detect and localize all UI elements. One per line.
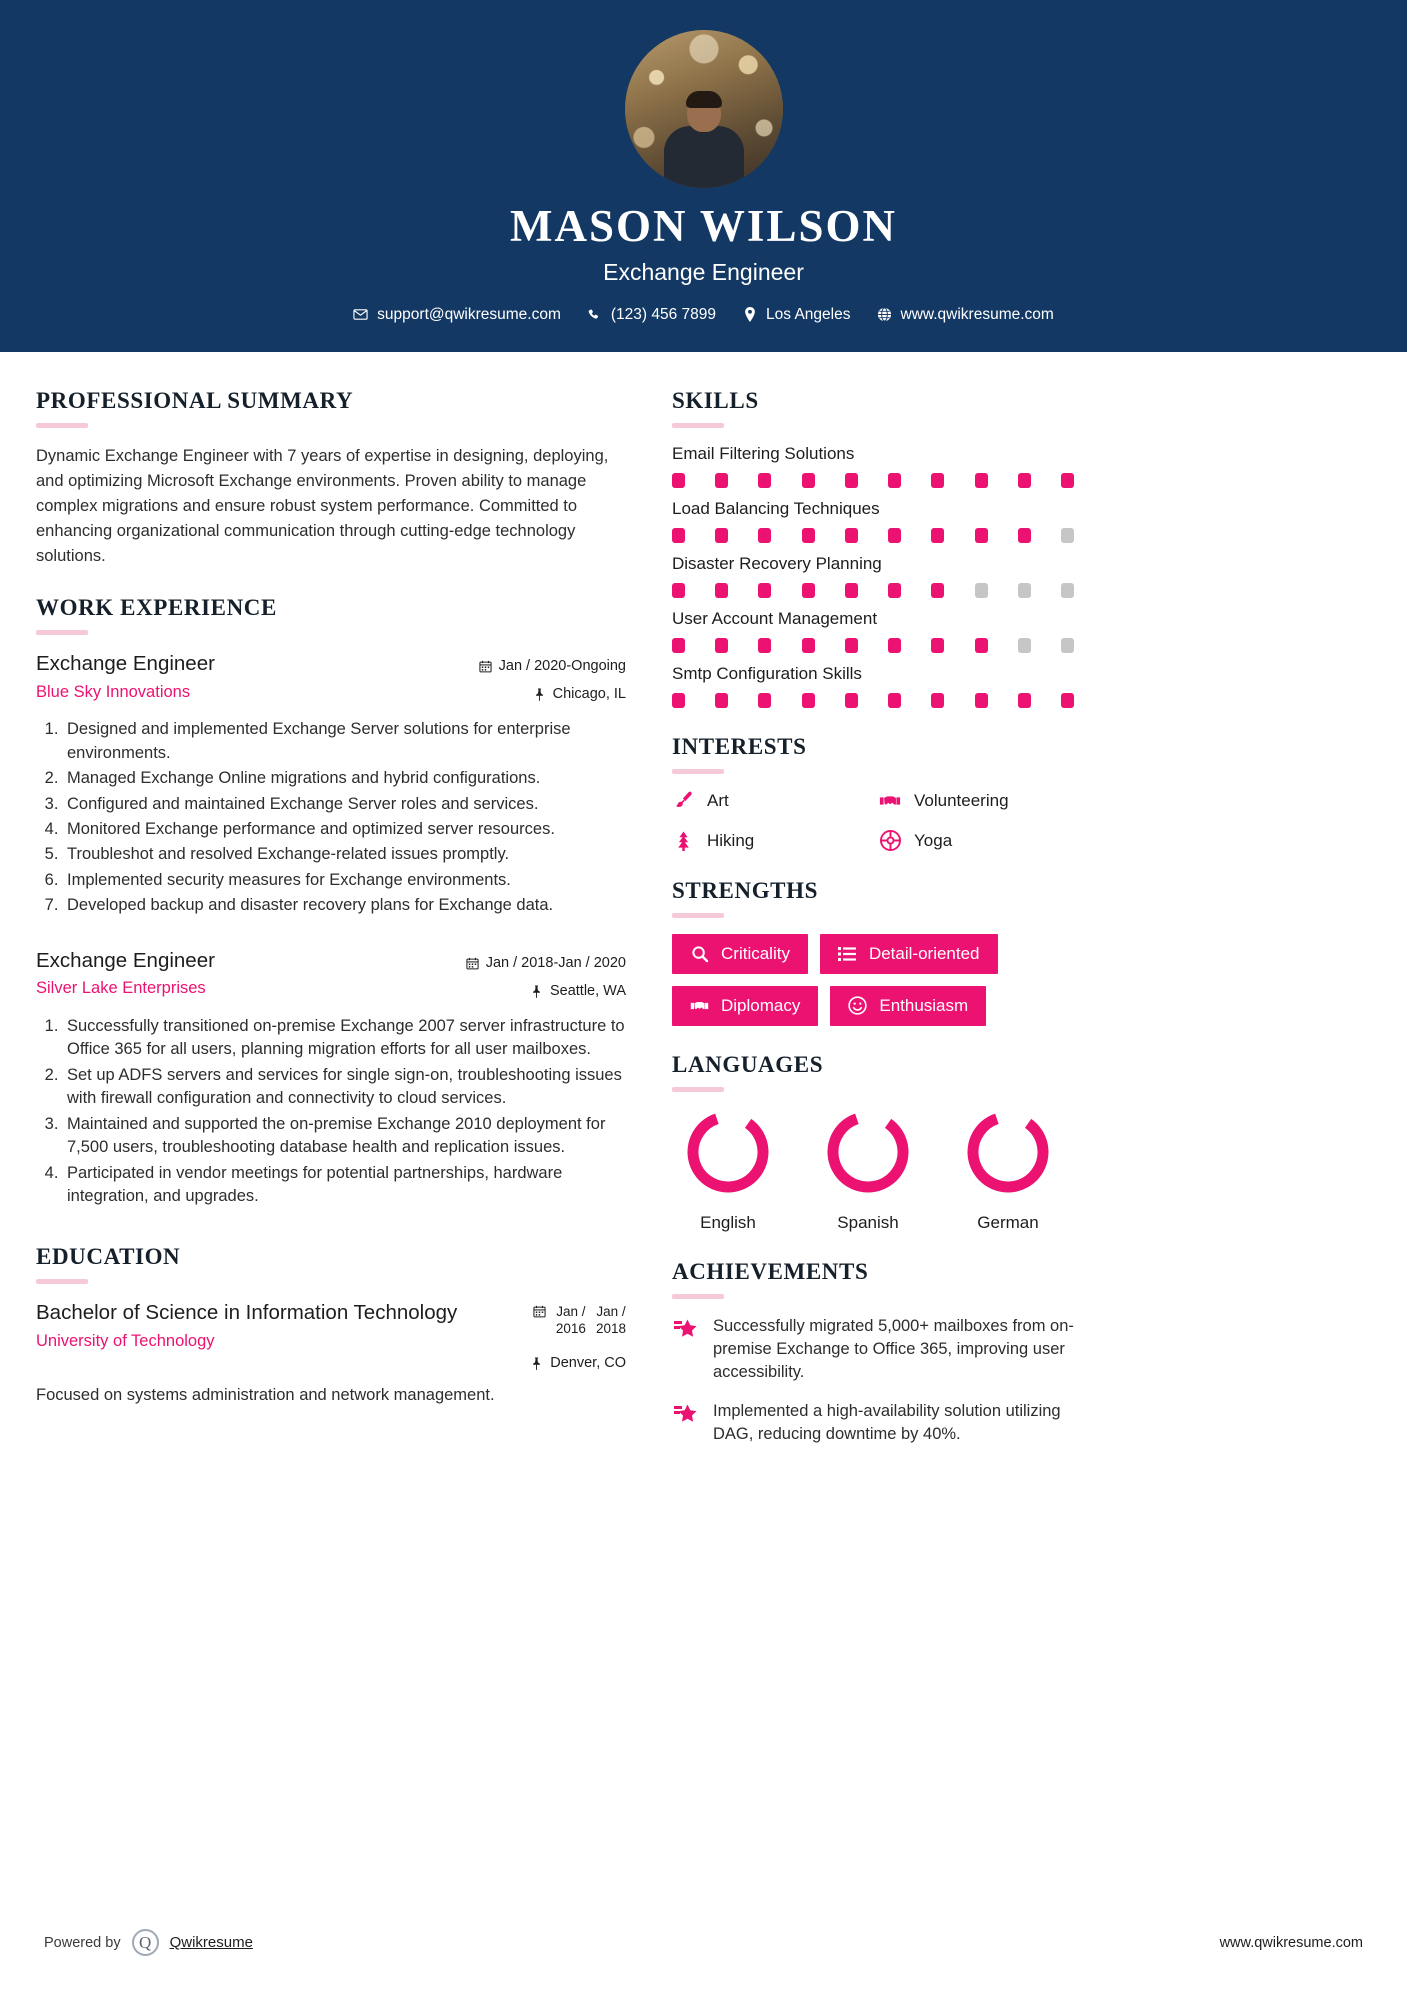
skill-dot-filled — [672, 583, 685, 598]
skill-dot-filled — [715, 693, 728, 708]
education-end-month: Jan / — [596, 1304, 626, 1320]
resume-header — [0, 0, 1407, 352]
skills-list — [672, 444, 1076, 708]
job-dates-text: Jan / 2020-Ongoing — [498, 657, 626, 674]
skill-name: Email Filtering Solutions — [672, 443, 855, 463]
summary-rule — [36, 423, 88, 428]
job-dates-text: Jan / 2018-Jan / 2020 — [485, 954, 626, 971]
skill-name: Disaster Recovery Planning — [672, 553, 882, 573]
experience-entry-main — [36, 651, 479, 702]
skill-dot-empty — [1018, 638, 1031, 653]
strengths-section — [672, 878, 1076, 1026]
achievement-text: Implemented a high-availability solution utilizing DAG, reducing downtime by 40%. — [713, 1401, 1061, 1444]
education-location-text: Denver, CO — [550, 1355, 626, 1372]
languages-heading: LANGUAGES — [672, 1051, 824, 1077]
job-location-text: Seattle, WA — [549, 982, 626, 999]
job-bullet: 3. Configured and maintained Exchange Server roles and services. — [63, 793, 626, 816]
skill-item — [672, 664, 1076, 708]
calendar-icon — [466, 956, 479, 970]
strength-chip-detail-oriented[interactable] — [820, 934, 998, 974]
language-progress-ring — [824, 1108, 912, 1196]
skill-dot-filled — [975, 693, 988, 708]
interest-item — [879, 830, 1076, 852]
skill-rating — [672, 528, 1074, 543]
candidate-job-title: Exchange Engineer — [603, 258, 804, 285]
footer-website[interactable]: www.qwikresume.com — [1219, 1934, 1363, 1951]
skill-dot-filled — [802, 638, 815, 653]
qwikresume-brand-link[interactable]: Qwikresume — [169, 1934, 253, 1951]
contact-location[interactable] — [742, 306, 850, 324]
contact-email[interactable] — [353, 306, 561, 324]
skill-dot-filled — [1018, 528, 1031, 543]
skill-dot-filled — [715, 528, 728, 543]
job-role: Exchange Engineer — [36, 948, 215, 972]
education-end-year: 2018 — [595, 1321, 626, 1337]
pin-icon — [533, 688, 546, 702]
interest-item — [879, 790, 1076, 812]
powered-by-label: Powered by — [44, 1934, 121, 1951]
education-location — [530, 1352, 626, 1375]
contact-email-text: support@qwikresume.com — [377, 305, 561, 323]
handshake-icon — [690, 996, 709, 1015]
skill-item — [672, 554, 1076, 598]
skill-dot-filled — [802, 693, 815, 708]
skill-dot-filled — [931, 583, 944, 598]
contact-website-text: www.qwikresume.com — [900, 305, 1054, 323]
skill-dot-filled — [888, 693, 901, 708]
qwikresume-logo-icon: Q — [132, 1929, 159, 1956]
location-pin-icon — [742, 307, 757, 322]
education-entry-header — [36, 1300, 626, 1375]
skill-dot-filled — [715, 473, 728, 488]
avatar-person — [662, 92, 746, 188]
strength-chip-diplomacy[interactable] — [672, 986, 818, 1026]
skill-dot-filled — [715, 583, 728, 598]
languages-rule — [672, 1087, 724, 1092]
education-entry-meta — [530, 1300, 626, 1375]
paintbrush-icon — [672, 790, 694, 812]
skill-dot-filled — [931, 693, 944, 708]
job-company: Blue Sky Innovations — [36, 682, 191, 701]
skill-item — [672, 444, 1076, 488]
list-icon — [838, 944, 857, 963]
skill-dot-empty — [1061, 583, 1074, 598]
skill-dot-empty — [1018, 583, 1031, 598]
strengths-list — [672, 934, 1076, 1026]
handshake-icon — [879, 790, 901, 812]
job-bullet: 6. Implemented security measures for Exchange environments. — [63, 869, 626, 892]
avatar-hair — [686, 91, 722, 108]
footer — [0, 1929, 1407, 1956]
skill-dot-filled — [758, 473, 771, 488]
job-dates — [479, 655, 626, 678]
education-section — [36, 1244, 626, 1408]
languages-section — [672, 1052, 1076, 1233]
experience-heading: WORK EXPERIENCE — [36, 594, 277, 620]
contact-phone[interactable] — [587, 306, 716, 324]
skills-heading: SKILLS — [672, 387, 759, 413]
contact-row — [0, 306, 1407, 324]
interests-rule — [672, 769, 724, 774]
achievements-heading: ACHIEVEMENTS — [672, 1258, 869, 1284]
skill-rating — [672, 638, 1074, 653]
job-bullet: 3. Maintained and supported the on-premise Exchange 2010 deployment for 7,500 users, troubleshooting database health and replication issues. — [63, 1113, 626, 1160]
experience-section — [36, 595, 626, 1209]
experience-entry-main — [36, 948, 466, 999]
job-location-text: Chicago, IL — [552, 686, 626, 703]
skill-dot-filled — [1018, 693, 1031, 708]
skill-dot-filled — [888, 528, 901, 543]
job-bullet: 4. Monitored Exchange performance and optimized server resources. — [63, 818, 626, 841]
education-entry-main — [36, 1300, 530, 1351]
avatar — [625, 30, 783, 188]
education-degree: Bachelor of Science in Information Technology — [36, 1301, 458, 1325]
skill-dot-filled — [758, 583, 771, 598]
strength-label: Detail-oriented — [868, 943, 980, 963]
interest-item — [672, 830, 869, 852]
strength-chip-criticality[interactable] — [672, 934, 808, 974]
interest-label: Volunteering — [914, 790, 1009, 810]
skill-dot-filled — [802, 583, 815, 598]
skills-rule — [672, 423, 724, 428]
candidate-name: MASON WILSON — [510, 201, 897, 251]
skill-rating — [672, 693, 1074, 708]
summary-heading: PROFESSIONAL SUMMARY — [36, 387, 354, 413]
interest-label: Yoga — [914, 830, 953, 850]
language-item — [952, 1108, 1064, 1233]
pin-icon — [530, 1357, 543, 1371]
language-name: German — [977, 1212, 1039, 1232]
skill-dot-filled — [888, 583, 901, 598]
education-start-month: Jan / — [556, 1304, 586, 1320]
experience-entry-header — [36, 651, 626, 706]
language-progress-ring — [964, 1108, 1052, 1196]
job-bullet: 1. Successfully transitioned on-premise Exchange 2007 server infrastructure to Office 365 for all users, planning migration efforts for all user mailboxes. — [63, 1015, 626, 1062]
contact-phone-text: (123) 456 7899 — [610, 305, 717, 323]
star-badge-icon — [672, 1402, 698, 1428]
job-location — [479, 683, 626, 706]
skill-dot-filled — [758, 638, 771, 653]
skill-dot-filled — [672, 473, 685, 488]
language-progress-ring — [684, 1108, 772, 1196]
skill-dot-filled — [888, 473, 901, 488]
language-item — [672, 1108, 784, 1233]
interest-label: Art — [707, 790, 729, 810]
calendar-icon — [479, 659, 492, 673]
job-company: Silver Lake Enterprises — [36, 979, 206, 998]
job-role: Exchange Engineer — [36, 651, 215, 675]
achievement-item — [672, 1400, 1076, 1447]
skill-dot-filled — [845, 693, 858, 708]
skill-dot-filled — [975, 528, 988, 543]
skill-item — [672, 609, 1076, 653]
skill-dot-filled — [715, 638, 728, 653]
skill-rating — [672, 473, 1074, 488]
job-bullet: 2. Managed Exchange Online migrations and hybrid configurations. — [63, 767, 626, 790]
skill-dot-filled — [1018, 473, 1031, 488]
skill-rating — [672, 583, 1074, 598]
language-name: Spanish — [837, 1212, 899, 1232]
envelope-icon — [353, 307, 368, 322]
strength-label: Criticality — [721, 943, 790, 963]
skill-dot-empty — [1061, 528, 1074, 543]
footer-powered-by — [44, 1929, 253, 1956]
globe-icon — [877, 307, 892, 322]
education-school: University of Technology — [36, 1332, 215, 1351]
phone-icon — [587, 307, 602, 322]
skill-dot-filled — [758, 693, 771, 708]
achievements-section — [672, 1259, 1076, 1447]
yoga-icon — [879, 830, 901, 852]
language-item — [812, 1108, 924, 1233]
education-entry — [36, 1300, 626, 1408]
skill-dot-filled — [975, 473, 988, 488]
strength-label: Enthusiasm — [879, 995, 969, 1015]
job-bullet: 2. Set up ADFS servers and services for single sign-on, troubleshooting issues with firewall configuration and connectivity to cloud services. — [63, 1064, 626, 1111]
job-bullet: 5. Troubleshot and resolved Exchange-related issues promptly. — [63, 843, 626, 866]
skill-dot-filled — [758, 528, 771, 543]
skill-dot-filled — [888, 638, 901, 653]
skill-dot-filled — [802, 473, 815, 488]
interest-item — [672, 790, 869, 812]
skill-dot-filled — [845, 583, 858, 598]
skill-dot-filled — [672, 528, 685, 543]
skill-dot-filled — [672, 638, 685, 653]
achievement-item — [672, 1315, 1076, 1385]
contact-website[interactable] — [877, 306, 1054, 324]
tree-icon — [672, 830, 694, 852]
skill-dot-filled — [931, 528, 944, 543]
calendar-icon — [533, 1304, 546, 1318]
job-bullets — [36, 718, 626, 917]
interests-grid — [672, 790, 1076, 852]
education-start — [556, 1304, 586, 1338]
skill-dot-filled — [845, 473, 858, 488]
experience-rule — [36, 630, 88, 635]
summary-text: Dynamic Exchange Engineer with 7 years of expertise in designing, deploying, and optimizing Microsoft Exchange environments. Proven ability to manage complex migrations and ensure robust system performance. Committed to enhancing organizational communication through cutting-edge technology solutions. — [36, 446, 609, 565]
strength-chip-enthusiasm[interactable] — [830, 986, 986, 1026]
language-name: English — [700, 1212, 756, 1232]
smiley-icon — [848, 996, 867, 1015]
job-location — [466, 980, 626, 1003]
skill-item — [672, 499, 1076, 543]
right-column — [656, 388, 1076, 1447]
experience-entry-meta — [466, 948, 626, 1003]
education-start-year: 2016 — [555, 1321, 586, 1337]
education-description: Focused on systems administration and network management. — [36, 1386, 495, 1405]
job-bullet: 1. Designed and implemented Exchange Server solutions for enterprise environments. — [63, 718, 626, 765]
experience-entry — [36, 948, 626, 1209]
job-bullet: 4. Participated in vendor meetings for potential partnerships, hardware integration, and upgrades. — [63, 1162, 626, 1209]
achievements-rule — [672, 1294, 724, 1299]
experience-entry-header — [36, 948, 626, 1003]
interests-section — [672, 734, 1076, 852]
skill-dot-filled — [672, 693, 685, 708]
education-dates — [530, 1304, 626, 1338]
interests-heading: INTERESTS — [672, 733, 807, 759]
skill-name: User Account Management — [672, 608, 878, 628]
skill-name: Smtp Configuration Skills — [672, 663, 862, 683]
skill-dot-filled — [1061, 473, 1074, 488]
skill-name: Load Balancing Techniques — [672, 498, 880, 518]
skill-dot-filled — [975, 638, 988, 653]
education-end — [596, 1304, 626, 1338]
languages-list — [672, 1108, 1076, 1233]
job-bullet: 7. Developed backup and disaster recovery plans for Exchange data. — [63, 894, 626, 917]
interest-label: Hiking — [707, 830, 755, 850]
skill-dot-filled — [845, 528, 858, 543]
magnifier-icon — [690, 944, 709, 963]
skill-dot-filled — [1061, 693, 1074, 708]
strengths-rule — [672, 913, 724, 918]
strengths-heading: STRENGTHS — [672, 877, 819, 903]
education-heading: EDUCATION — [36, 1244, 181, 1270]
job-bullets — [36, 1015, 626, 1208]
avatar-body — [664, 126, 744, 188]
experience-entry-meta — [479, 651, 626, 706]
skill-dot-filled — [931, 638, 944, 653]
skill-dot-filled — [931, 473, 944, 488]
star-badge-icon — [672, 1317, 698, 1343]
education-rule — [36, 1279, 88, 1284]
strength-label: Diplomacy — [721, 995, 801, 1015]
contact-location-text: Los Angeles — [766, 305, 851, 323]
skill-dot-empty — [975, 583, 988, 598]
pin-icon — [530, 984, 543, 998]
resume-body — [0, 352, 1407, 1447]
skill-dot-filled — [845, 638, 858, 653]
skill-dot-filled — [802, 528, 815, 543]
achievement-text: Successfully migrated 5,000+ mailboxes from on-premise Exchange to Office 365, improving user accessibility. — [713, 1316, 1074, 1382]
left-column — [36, 388, 656, 1447]
skill-dot-empty — [1061, 638, 1074, 653]
job-dates — [466, 952, 626, 975]
experience-entry — [36, 651, 626, 918]
